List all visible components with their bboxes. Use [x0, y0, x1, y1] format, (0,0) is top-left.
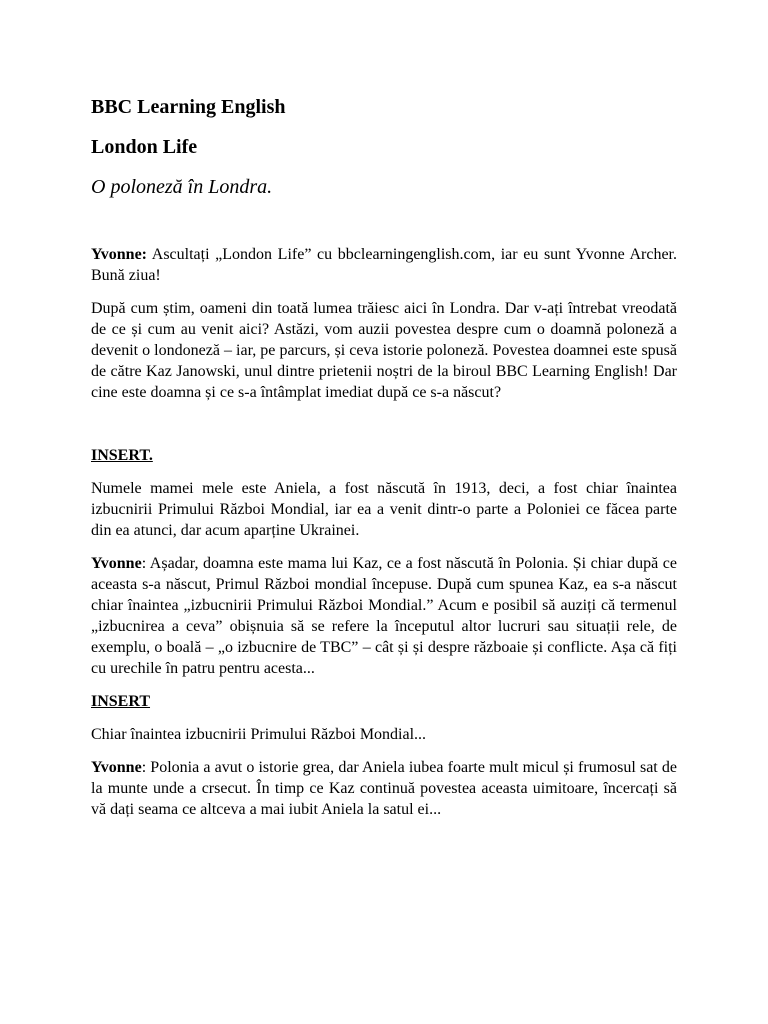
speaker-label: Yvonne — [91, 759, 142, 776]
document-subtitle: London Life — [91, 136, 198, 158]
paragraph-text: : Așadar, doamna este mama lui Kaz, ce a fost născută în Polonia. Și chiar după ce aceasta s-a născut, Primul Război mondial începuse. După cum spunea Kaz, ea s-a născut chiar înaintea „izbucnirii Primului Război Mondial.” Acum e posibil să auziți că termenul „izbucnirea a ceva” obișnuia să se refere la începutul altor lucruri sau situații rele, de exemplu, o boală – „o izbucnire de TBC” – cât și și despre războaie și conflicte. Așa că fiți cu urechile în patru pentru acesta... — [91, 555, 677, 677]
insert-heading: INSERT — [91, 693, 151, 710]
document-page — [91, 92, 677, 832]
insert-heading: INSERT. — [91, 447, 153, 464]
speaker-label: Yvonne — [91, 555, 142, 572]
paragraph-context: După cum știm, oameni din toată lumea trăiesc aici în Londra. Dar v-ați întrebat vreodată de ce și cum au venit aici? Astăzi, vom auzii povestea despre cum o doamnă poloneză a devenit o londoneză – iar, pe parcurs, și ceva istorie poloneză. Povestea doamnei este spusă de către Kaz Janowski, unul dintre prietenii noștri de la biroul BBC Learning English! Dar cine este doamna și ce s-a întâmplat imediat după ce s-a născut? — [91, 300, 677, 401]
paragraph-text: : Polonia a avut o istorie grea, dar Aniela iubea foarte mult micul și frumosul sat de la munte unde a crsecut. În timp ce Kaz continuă povestea aceasta uimitoare, încercați să vă dați seama ce altceva a mai iubit Aniela la satul ei... — [91, 759, 677, 818]
paragraph-yvonne-explanation — [91, 553, 677, 679]
document-tagline: O poloneză în Londra. — [91, 176, 273, 198]
paragraph-text: Ascultați „London Life” cu bbclearningenglish.com, iar eu sunt Yvonne Archer. Bună ziua! — [91, 246, 677, 284]
paragraph-intro — [91, 244, 677, 286]
document-title: BBC Learning English — [91, 96, 286, 118]
paragraph-yvonne-closing — [91, 757, 677, 820]
speaker-label: Yvonne: — [91, 246, 148, 263]
paragraph-insert-quote: Chiar înaintea izbucnirii Primului Război Mondial... — [91, 726, 427, 743]
paragraph-insert-quote: Numele mamei mele este Aniela, a fost născută în 1913, deci, a fost chiar înaintea izbucnirii Primului Război Mondial, iar ea a venit dintr-o parte a Poloniei ce făcea parte din ea atunci, dar acum aparține Ukrainei. — [91, 480, 677, 539]
